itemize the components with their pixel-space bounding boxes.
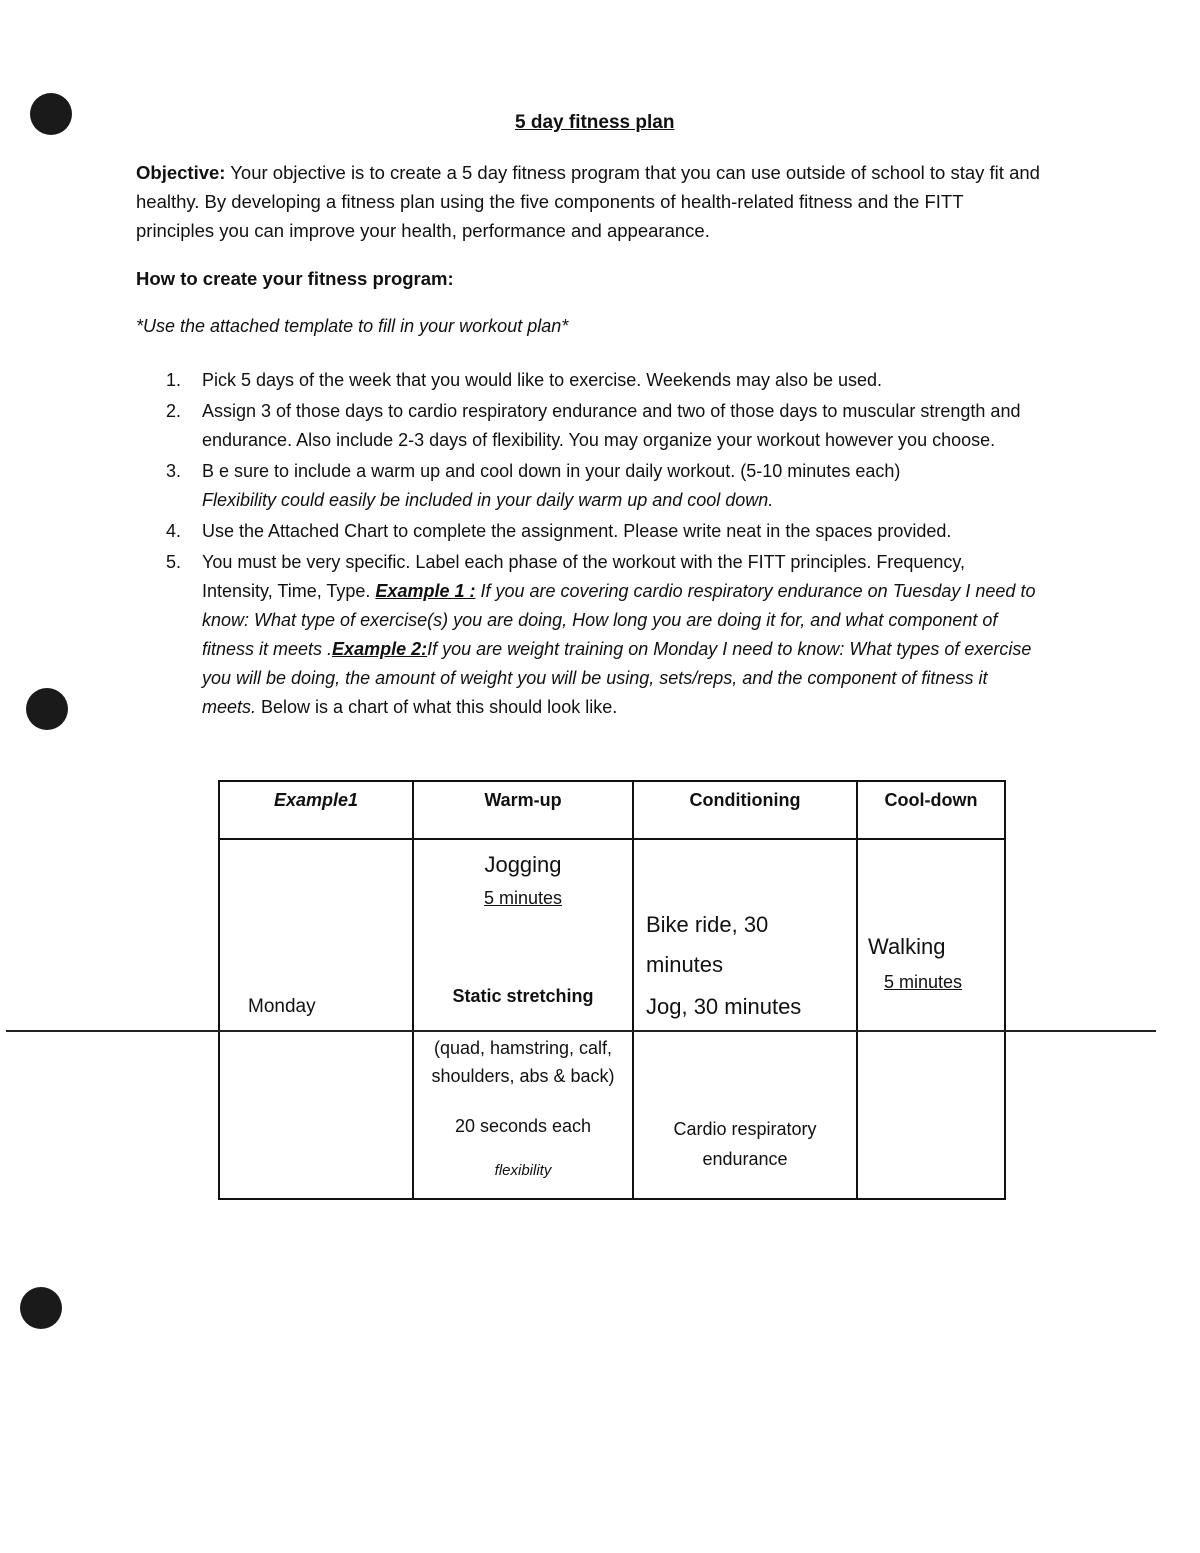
step-text: Pick 5 days of the week that you would like to exercise. Weekends may also be used. [202,370,883,390]
step-text: You must be very specific. Label each phase of the workout with the FITT principles. Frequency, Intensity, Time, Type. [202,552,966,601]
step-text-end: Below is a chart of what this should look like. [256,697,618,717]
day-label: Monday [248,996,316,1017]
warmup-component: flexibility [494,1162,552,1179]
step-number: 4. [166,521,182,541]
objective-text: Your objective is to create a 5 day fitness program that you can use outside of school to stay fit and healthy. By developing a fitness plan using the five components of health-related fitness and the FITT principles you can improve your health, performance and appearance. [136,162,1040,241]
step-text: Use the Attached Chart to complete the assignment. Please write neat in the spaces provided. [202,521,952,541]
punch-hole-top [30,93,72,135]
header-example: Example1 [219,781,413,839]
warmup-cell [413,839,633,1199]
howto-heading: How to create your fitness program: [136,268,454,289]
page-title: 5 day fitness plan [515,112,675,133]
step-text: Assign 3 of those days to cardio respiratory endurance and two of those days to muscular strength and endurance. Also include 2-3 days of flexibility. You may organize your workout however you choose. [202,401,1021,450]
header-cooldown: Cool-down [857,781,1005,839]
list-item [166,397,1036,455]
objective-label: Objective: [136,162,226,183]
template-note: *Use the attached template to fill in your workout plan* [136,316,569,336]
conditioning-line-3: Jog, 30 minutes [646,994,802,1019]
warmup-time-2: 20 seconds each [454,1116,592,1136]
punch-hole-bottom [20,1287,62,1329]
cooldown-activity: Walking [868,934,946,959]
day-cell [219,839,413,1199]
example-1-text: If you are covering cardio respiratory endurance on Tuesday I need to know: What type of exercise(s) you are doing, How long you are doing it for, and what component of fitness it meets . [202,581,1036,659]
conditioning-cell [633,839,857,1199]
steps-list [166,366,1036,724]
list-item [166,457,1036,515]
conditioning-line-2: minutes [646,952,724,977]
table-row [219,839,1005,1199]
cooldown-time: 5 minutes [884,972,963,992]
warmup-activity-2: Static stretching [452,986,594,1006]
step-text: B e sure to include a warm up and cool down in your daily workout. (5-10 minutes each) [202,461,901,481]
step-number: 3. [166,461,182,481]
objective-paragraph [136,158,1046,245]
example-2-text: If you are weight training on Monday I need to know: What types of exercise you will be doing, the amount of weight you will be using, sets/reps, and the component of fitness it meets. [202,639,1032,717]
warmup-activity-1: Jogging [484,852,562,877]
example-chart [218,780,1006,1200]
warmup-detail: (quad, hamstring, calf, shoulders, abs & back) [431,1038,615,1086]
example-1-label: Example 1 : [375,581,476,601]
scan-fold-line [6,1030,1156,1032]
step-italic-note: Flexibility could easily be included in your daily warm up and cool down. [202,490,774,510]
warmup-time-1: 5 minutes [483,888,563,908]
example-2-label: Example 2: [332,639,428,659]
conditioning-component: Cardio respiratory endurance [673,1119,817,1169]
punch-hole-middle [26,688,68,730]
table-header-row [219,781,1005,839]
cooldown-cell [857,839,1005,1199]
step-number: 2. [166,401,182,421]
step-number: 1. [166,370,182,390]
step-number: 5. [166,552,182,572]
header-warmup: Warm-up [413,781,633,839]
header-conditioning: Conditioning [633,781,857,839]
list-item [166,517,1036,546]
list-item [166,548,1036,722]
list-item [166,366,1036,395]
conditioning-line-1: Bike ride, 30 [646,912,769,937]
